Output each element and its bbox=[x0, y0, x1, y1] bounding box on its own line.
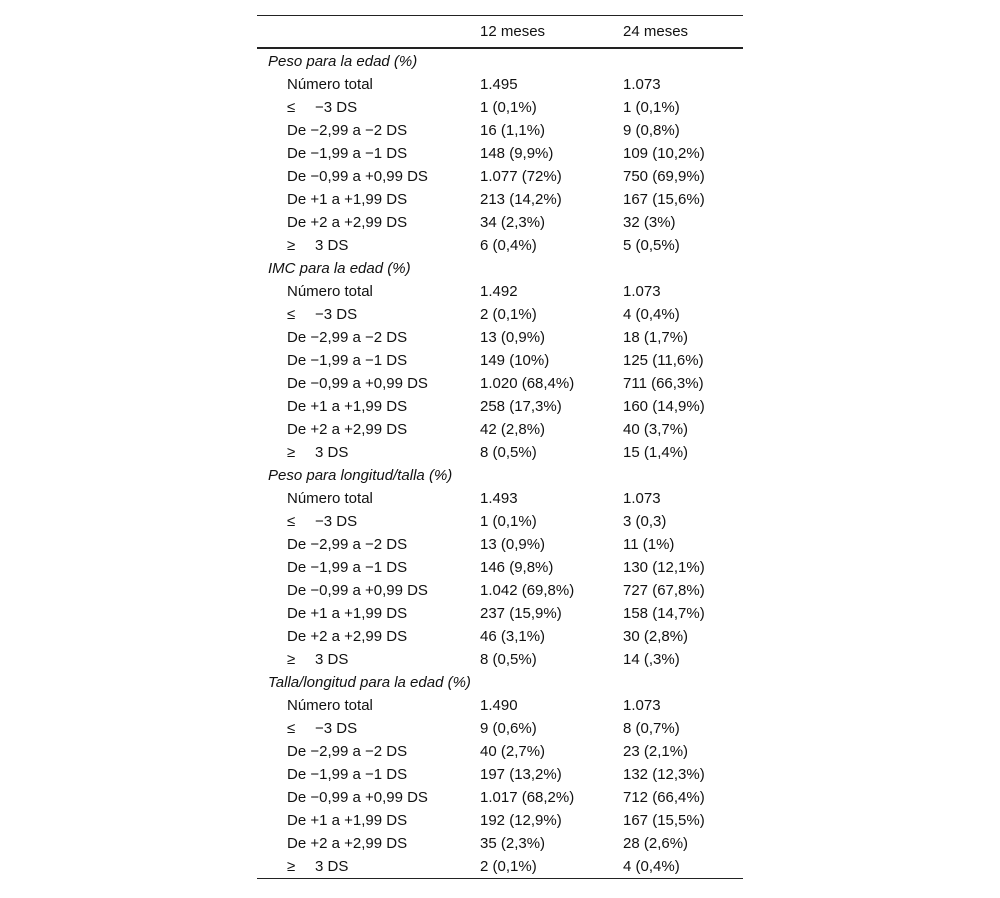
row-label bbox=[287, 786, 428, 809]
row-label-text: De −2,99 a −2 DS bbox=[287, 329, 408, 346]
row-label-text: De −0,99 a +0,99 DS bbox=[287, 582, 428, 599]
table-row bbox=[257, 487, 743, 510]
cell-12-meses: 46 (3,1%) bbox=[480, 628, 546, 645]
row-label-text: −3 DS bbox=[315, 513, 358, 530]
cell-24-meses: 125 (11,6%) bbox=[623, 352, 704, 369]
cell-12-meses: 1.020 (68,4%) bbox=[480, 375, 575, 392]
table-row bbox=[257, 372, 743, 395]
cell-24-meses: 1 (0,1%) bbox=[623, 99, 680, 116]
cell-12-meses: 2 (0,1%) bbox=[480, 858, 537, 875]
table-bottom-rule bbox=[257, 878, 743, 879]
cell-24-meses: 1.073 bbox=[623, 697, 661, 714]
row-label bbox=[287, 441, 348, 464]
cell-12-meses: 149 (10%) bbox=[480, 352, 550, 369]
row-label-text: De +2 a +2,99 DS bbox=[287, 628, 408, 645]
cell-12-meses: 6 (0,4%) bbox=[480, 237, 537, 254]
section-title: Peso para la edad (%) bbox=[268, 53, 418, 70]
cell-12-meses: 35 (2,3%) bbox=[480, 835, 546, 852]
row-label bbox=[287, 648, 348, 671]
comparison-symbol: ≥ bbox=[287, 237, 296, 254]
cell-24-meses: 160 (14,9%) bbox=[623, 398, 705, 415]
cell-12-meses: 13 (0,9%) bbox=[480, 536, 546, 553]
row-label bbox=[287, 188, 407, 211]
cell-12-meses: 16 (1,1%) bbox=[480, 122, 546, 139]
row-label-text: −3 DS bbox=[315, 720, 358, 737]
cell-24-meses: 158 (14,7%) bbox=[623, 605, 705, 622]
cell-12-meses: 40 (2,7%) bbox=[480, 743, 546, 760]
table-row bbox=[257, 326, 743, 349]
table-row bbox=[257, 533, 743, 556]
table-row bbox=[257, 786, 743, 809]
table-row bbox=[257, 418, 743, 441]
cell-24-meses: 8 (0,7%) bbox=[623, 720, 680, 737]
table-row bbox=[257, 510, 743, 533]
table-row bbox=[257, 395, 743, 418]
cell-24-meses: 132 (12,3%) bbox=[623, 766, 705, 783]
cell-12-meses: 34 (2,3%) bbox=[480, 214, 546, 231]
cell-24-meses: 750 (69,9%) bbox=[623, 168, 705, 185]
row-label-text: De −0,99 a +0,99 DS bbox=[287, 375, 428, 392]
header-24-meses: 24 meses bbox=[623, 23, 689, 40]
row-label bbox=[287, 832, 407, 855]
cell-12-meses: 2 (0,1%) bbox=[480, 306, 537, 323]
cell-12-meses: 1 (0,1%) bbox=[480, 513, 537, 530]
cell-24-meses: 167 (15,6%) bbox=[623, 191, 705, 208]
table-row bbox=[257, 280, 743, 303]
table-row bbox=[257, 602, 743, 625]
row-label-text: −3 DS bbox=[315, 99, 358, 116]
cell-24-meses: 711 (66,3%) bbox=[623, 375, 704, 392]
table-row bbox=[257, 740, 743, 763]
row-label bbox=[287, 165, 428, 188]
cell-24-meses: 4 (0,4%) bbox=[623, 858, 680, 875]
cell-12-meses: 197 (13,2%) bbox=[480, 766, 562, 783]
row-label bbox=[287, 234, 348, 257]
table-row bbox=[257, 625, 743, 648]
header-12-meses: 12 meses bbox=[480, 23, 546, 40]
row-label bbox=[287, 510, 357, 533]
row-label bbox=[287, 533, 407, 556]
table-row bbox=[257, 855, 743, 878]
table-row bbox=[257, 165, 743, 188]
row-label bbox=[287, 809, 407, 832]
row-label bbox=[287, 96, 357, 119]
cell-24-meses: 32 (3%) bbox=[623, 214, 676, 231]
row-label-text: De −0,99 a +0,99 DS bbox=[287, 168, 428, 185]
section-title-row bbox=[257, 50, 743, 73]
row-label bbox=[287, 855, 348, 878]
table-row bbox=[257, 211, 743, 234]
cell-12-meses: 192 (12,9%) bbox=[480, 812, 562, 829]
cell-24-meses: 1.073 bbox=[623, 490, 661, 507]
row-label bbox=[287, 303, 357, 326]
cell-24-meses: 28 (2,6%) bbox=[623, 835, 689, 852]
cell-24-meses: 4 (0,4%) bbox=[623, 306, 680, 323]
row-label-text: De +1 a +1,99 DS bbox=[287, 812, 408, 829]
row-label bbox=[287, 579, 428, 602]
comparison-symbol: ≤ bbox=[287, 99, 296, 116]
cell-12-meses: 8 (0,5%) bbox=[480, 444, 537, 461]
cell-24-meses: 167 (15,5%) bbox=[623, 812, 705, 829]
cell-12-meses: 1.042 (69,8%) bbox=[480, 582, 575, 599]
cell-12-meses: 42 (2,8%) bbox=[480, 421, 546, 438]
cell-24-meses: 3 (0,3) bbox=[623, 513, 667, 530]
table-header-row bbox=[257, 16, 743, 47]
table-row bbox=[257, 96, 743, 119]
cell-12-meses: 1.492 bbox=[480, 283, 518, 300]
table-row bbox=[257, 763, 743, 786]
table-row bbox=[257, 694, 743, 717]
table-row bbox=[257, 188, 743, 211]
cell-12-meses: 1.077 (72%) bbox=[480, 168, 562, 185]
row-label-text: De +1 a +1,99 DS bbox=[287, 398, 408, 415]
cell-24-meses: 15 (1,4%) bbox=[623, 444, 689, 461]
section-title: IMC para la edad (%) bbox=[268, 260, 411, 277]
comparison-symbol: ≥ bbox=[287, 444, 296, 461]
data-table bbox=[257, 15, 743, 879]
comparison-symbol: ≤ bbox=[287, 306, 296, 323]
row-label bbox=[287, 119, 407, 142]
comparison-symbol: ≤ bbox=[287, 720, 296, 737]
row-label bbox=[287, 694, 373, 717]
cell-12-meses: 148 (9,9%) bbox=[480, 145, 554, 162]
section-title-row bbox=[257, 464, 743, 487]
row-label-text: De +2 a +2,99 DS bbox=[287, 214, 408, 231]
cell-12-meses: 1.017 (68,2%) bbox=[480, 789, 575, 806]
row-label-text: 3 DS bbox=[315, 858, 349, 875]
row-label-text: De −2,99 a −2 DS bbox=[287, 536, 408, 553]
row-label bbox=[287, 717, 357, 740]
table-row bbox=[257, 234, 743, 257]
cell-12-meses: 9 (0,6%) bbox=[480, 720, 537, 737]
table-row bbox=[257, 556, 743, 579]
row-label-text: De +2 a +2,99 DS bbox=[287, 421, 408, 438]
cell-12-meses: 1 (0,1%) bbox=[480, 99, 537, 116]
table-header-rule bbox=[257, 47, 743, 49]
row-label bbox=[287, 142, 407, 165]
cell-24-meses: 23 (2,1%) bbox=[623, 743, 689, 760]
row-label-text: −3 DS bbox=[315, 306, 358, 323]
row-label bbox=[287, 280, 373, 303]
row-label-text: Número total bbox=[287, 283, 373, 300]
row-label bbox=[287, 326, 407, 349]
comparison-symbol: ≥ bbox=[287, 858, 296, 875]
table-row bbox=[257, 648, 743, 671]
row-label-text: De −1,99 a −1 DS bbox=[287, 352, 408, 369]
row-label-text: De −1,99 a −1 DS bbox=[287, 766, 408, 783]
cell-12-meses: 237 (15,9%) bbox=[480, 605, 562, 622]
row-label bbox=[287, 395, 407, 418]
row-label bbox=[287, 418, 407, 441]
row-label bbox=[287, 73, 373, 96]
row-label-text: De +1 a +1,99 DS bbox=[287, 605, 408, 622]
row-label bbox=[287, 602, 407, 625]
row-label-text: Número total bbox=[287, 697, 373, 714]
row-label bbox=[287, 740, 407, 763]
cell-12-meses: 146 (9,8%) bbox=[480, 559, 554, 576]
table-row bbox=[257, 809, 743, 832]
cell-24-meses: 1.073 bbox=[623, 76, 661, 93]
row-label-text: 3 DS bbox=[315, 651, 349, 668]
row-label bbox=[287, 625, 407, 648]
comparison-symbol: ≤ bbox=[287, 513, 296, 530]
cell-24-meses: 5 (0,5%) bbox=[623, 237, 680, 254]
cell-12-meses: 213 (14,2%) bbox=[480, 191, 562, 208]
row-label-text: Número total bbox=[287, 490, 373, 507]
row-label-text: De +1 a +1,99 DS bbox=[287, 191, 408, 208]
row-label bbox=[287, 763, 407, 786]
row-label-text: De −1,99 a −1 DS bbox=[287, 559, 408, 576]
row-label bbox=[287, 349, 407, 372]
cell-24-meses: 40 (3,7%) bbox=[623, 421, 689, 438]
table-row bbox=[257, 717, 743, 740]
table-row bbox=[257, 142, 743, 165]
comparison-symbol: ≥ bbox=[287, 651, 296, 668]
row-label bbox=[287, 211, 407, 234]
row-label-text: 3 DS bbox=[315, 237, 349, 254]
cell-24-meses: 18 (1,7%) bbox=[623, 329, 689, 346]
table-body bbox=[257, 50, 743, 878]
row-label-text: Número total bbox=[287, 76, 373, 93]
table-row bbox=[257, 441, 743, 464]
row-label bbox=[287, 487, 373, 510]
cell-24-meses: 109 (10,2%) bbox=[623, 145, 705, 162]
section-title: Peso para longitud/talla (%) bbox=[268, 467, 453, 484]
table-row bbox=[257, 303, 743, 326]
cell-12-meses: 258 (17,3%) bbox=[480, 398, 562, 415]
cell-12-meses: 1.495 bbox=[480, 76, 518, 93]
cell-12-meses: 1.493 bbox=[480, 490, 518, 507]
cell-24-meses: 11 (1%) bbox=[623, 536, 675, 553]
cell-24-meses: 727 (67,8%) bbox=[623, 582, 705, 599]
row-label-text: De −2,99 a −2 DS bbox=[287, 122, 408, 139]
cell-24-meses: 1.073 bbox=[623, 283, 661, 300]
cell-24-meses: 30 (2,8%) bbox=[623, 628, 689, 645]
table-row bbox=[257, 349, 743, 372]
row-label-text: 3 DS bbox=[315, 444, 349, 461]
row-label-text: De +2 a +2,99 DS bbox=[287, 835, 408, 852]
cell-12-meses: 8 (0,5%) bbox=[480, 651, 537, 668]
table-row bbox=[257, 119, 743, 142]
row-label bbox=[287, 372, 428, 395]
cell-24-meses: 130 (12,1%) bbox=[623, 559, 705, 576]
table-row bbox=[257, 832, 743, 855]
cell-12-meses: 1.490 bbox=[480, 697, 518, 714]
row-label-text: De −1,99 a −1 DS bbox=[287, 145, 408, 162]
cell-24-meses: 14 (,3%) bbox=[623, 651, 680, 668]
table-row bbox=[257, 73, 743, 96]
cell-24-meses: 712 (66,4%) bbox=[623, 789, 705, 806]
row-label-text: De −0,99 a +0,99 DS bbox=[287, 789, 428, 806]
section-title: Talla/longitud para la edad (%) bbox=[268, 674, 471, 691]
table-row bbox=[257, 579, 743, 602]
row-label bbox=[287, 556, 407, 579]
row-label-text: De −2,99 a −2 DS bbox=[287, 743, 408, 760]
cell-24-meses: 9 (0,8%) bbox=[623, 122, 680, 139]
section-title-row bbox=[257, 257, 743, 280]
cell-12-meses: 13 (0,9%) bbox=[480, 329, 546, 346]
section-title-row bbox=[257, 671, 743, 694]
